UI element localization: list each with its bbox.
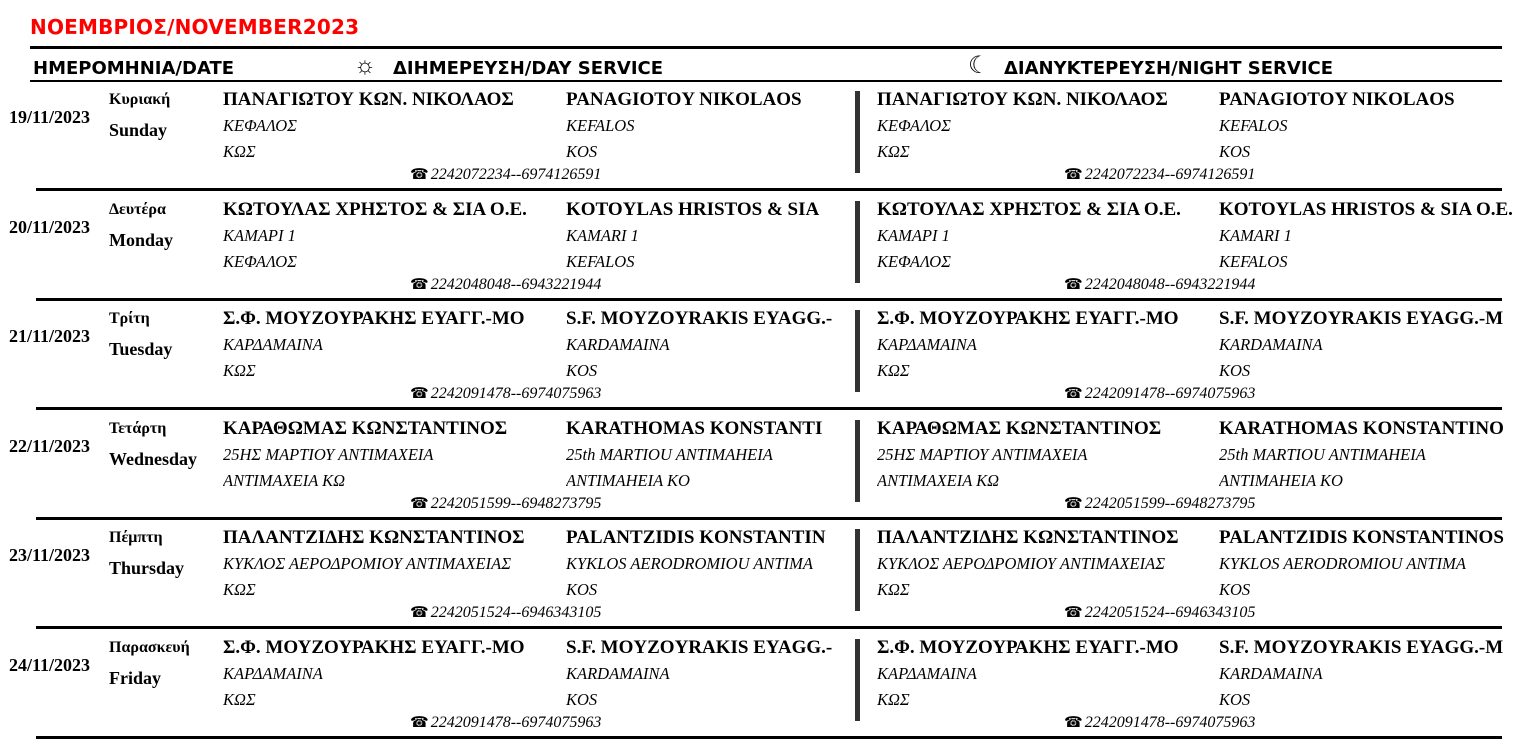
day-phone	[410, 384, 601, 403]
phone-icon: ☎	[410, 496, 429, 512]
day-address-line2-greek: ΚΩΣ	[223, 580, 256, 599]
night-phone	[1064, 603, 1255, 622]
night-pharmacy-name-greek: ΠΑΛΑΝΤΖΙΔΗΣ ΚΩΝΣΤΑΝΤΙΝΟΣ	[877, 527, 1179, 548]
phone-number: 2242048048--6943221944	[430, 276, 602, 293]
row-date: 20/11/2023	[9, 217, 91, 237]
day-address-line2-english: KOS	[566, 580, 598, 599]
phone-icon: ☎	[410, 386, 429, 402]
row-date: 22/11/2023	[9, 436, 91, 456]
night-address-line2-greek: ΑΝΤΙΜΑΧΕΙΑ ΚΩ	[877, 471, 1000, 490]
row-divider	[36, 188, 1502, 191]
night-pharmacy-name-english: PALANTZIDIS KONSTANTINOS	[1219, 527, 1504, 548]
day-address-line1-greek: ΚΑΡΔΑΜΑΙΝΑ	[223, 335, 323, 354]
row-date: 19/11/2023	[9, 107, 91, 127]
night-address-line2-english: KEFALOS	[1219, 252, 1288, 271]
night-address-line2-english: KOS	[1219, 580, 1251, 599]
night-address-line2-greek: ΚΩΣ	[877, 361, 910, 380]
row-divider	[36, 517, 1502, 520]
day-address-line1-english: KARDAMAINA	[566, 335, 670, 354]
night-pharmacy-name-greek: Σ.Φ. ΜΟΥΖΟΥΡΑΚΗΣ ΕΥΑΓΓ.-ΜΟ	[877, 308, 1179, 329]
night-phone	[1064, 275, 1255, 294]
day-pharmacy-name-greek: ΠΑΛΑΝΤΖΙΔΗΣ ΚΩΝΣΤΑΝΤΙΝΟΣ	[223, 527, 525, 548]
date-column-header: ΗΜΕΡΟΜΗΝΙΑ/DATE	[33, 58, 235, 79]
row-day-greek: Πέμπτη	[109, 529, 163, 546]
night-address-line2-english: KOS	[1219, 690, 1251, 709]
row-day-greek: Παρασκευή	[109, 639, 190, 656]
day-address-line1-greek: ΚΑΜΑΡΙ 1	[223, 226, 296, 245]
day-pharmacy-name-english: KARATHOMAS KONSTANTI	[566, 418, 823, 439]
phone-number: 2242072234--6974126591	[430, 166, 602, 183]
day-pharmacy-name-english: S.F. MOYZOYRAKIS EYAGG.-	[566, 308, 833, 329]
night-address-line1-english: KEFALOS	[1219, 116, 1288, 135]
day-address-line2-greek: ΚΩΣ	[223, 361, 256, 380]
night-pharmacy-name-english: KOTOYLAS HRISTOS & SIA O.E.	[1219, 199, 1513, 220]
night-address-line2-greek: ΚΩΣ	[877, 690, 910, 709]
row-day-english: Friday	[109, 668, 161, 688]
row-divider	[36, 626, 1502, 629]
phone-number: 2242091478--6974075963	[430, 714, 602, 731]
phone-icon: ☎	[1064, 167, 1083, 183]
night-address-line2-greek: ΚΩΣ	[877, 580, 910, 599]
day-phone	[410, 165, 601, 184]
day-phone	[410, 275, 601, 294]
day-pharmacy-name-english: PANAGIOTOY NIKOLAOS	[566, 89, 802, 110]
night-pharmacy-name-greek: ΚΑΡΑΘΩΜΑΣ ΚΩΝΣΤΑΝΤΙΝΟΣ	[877, 418, 1162, 439]
row-day-english: Thursday	[109, 558, 185, 578]
phone-number: 2242051599--6948273795	[1084, 495, 1256, 512]
night-pharmacy-name-greek: Σ.Φ. ΜΟΥΖΟΥΡΑΚΗΣ ΕΥΑΓΓ.-ΜΟ	[877, 637, 1179, 658]
row-date: 21/11/2023	[9, 326, 91, 346]
row-divider	[36, 298, 1502, 301]
day-address-line1-english: KEFALOS	[566, 116, 635, 135]
day-phone	[410, 713, 601, 732]
day-pharmacy-name-greek: Σ.Φ. ΜΟΥΖΟΥΡΑΚΗΣ ΕΥΑΓΓ.-ΜΟ	[223, 637, 525, 658]
moon-icon: ☾	[968, 53, 990, 79]
night-pharmacy-name-english: KARATHOMAS KONSTANTINO	[1219, 418, 1504, 439]
night-phone	[1064, 713, 1255, 732]
night-pharmacy-name-english: S.F. MOYZOYRAKIS EYAGG.-M	[1219, 308, 1504, 329]
phone-number: 2242048048--6943221944	[1084, 276, 1256, 293]
night-address-line1-greek: ΚΑΡΔΑΜΑΙΝΑ	[877, 335, 977, 354]
shift-divider	[855, 529, 860, 611]
phone-icon: ☎	[1064, 715, 1083, 731]
day-pharmacy-name-greek: Σ.Φ. ΜΟΥΖΟΥΡΑΚΗΣ ΕΥΑΓΓ.-ΜΟ	[223, 308, 525, 329]
phone-icon: ☎	[1064, 605, 1083, 621]
row-divider	[36, 407, 1502, 410]
row-day-english: Tuesday	[109, 339, 173, 359]
night-address-line2-greek: ΚΩΣ	[877, 142, 910, 161]
day-address-line1-greek: ΚΕΦΑΛΟΣ	[223, 116, 297, 135]
day-address-line1-greek: ΚΥΚΛΟΣ ΑΕΡΟΔΡΟΜΙΟΥ ΑΝΤΙΜΑΧΕΙΑΣ	[223, 554, 511, 573]
day-service-header: ΔΙΗΜΕΡΕΥΣΗ/DAY SERVICE	[393, 58, 664, 79]
row-day-english: Sunday	[109, 120, 168, 140]
day-address-line2-english: ANTIMAHEIA KO	[566, 471, 690, 490]
day-pharmacy-name-english: KOTOYLAS HRISTOS & SIA	[566, 199, 820, 220]
day-address-line2-greek: ΚΕΦΑΛΟΣ	[223, 252, 297, 271]
night-service-header: ΔΙΑΝΥΚΤΕΡΕΥΣΗ/NIGHT SERVICE	[1004, 58, 1334, 79]
schedule-row	[0, 637, 1529, 747]
day-phone	[410, 603, 601, 622]
shift-divider	[855, 310, 860, 392]
phone-number: 2242091478--6974075963	[1084, 714, 1256, 731]
phone-icon: ☎	[410, 605, 429, 621]
sun-icon: ☼	[354, 53, 376, 79]
day-address-line2-english: KOS	[566, 690, 598, 709]
shift-divider	[855, 420, 860, 502]
row-day-english: Wednesday	[109, 449, 198, 469]
day-address-line1-english: KARDAMAINA	[566, 664, 670, 683]
phone-icon: ☎	[410, 715, 429, 731]
night-phone	[1064, 165, 1255, 184]
night-pharmacy-name-greek: ΠΑΝΑΓΙΩΤΟΥ ΚΩΝ. ΝΙΚΟΛΑΟΣ	[877, 89, 1168, 110]
phone-icon: ☎	[410, 277, 429, 293]
night-address-line1-english: KARDAMAINA	[1219, 335, 1323, 354]
row-date: 23/11/2023	[9, 545, 91, 565]
day-address-line2-english: KEFALOS	[566, 252, 635, 271]
night-address-line1-greek: ΚΕΦΑΛΟΣ	[877, 116, 951, 135]
night-address-line1-greek: ΚΑΜΑΡΙ 1	[877, 226, 950, 245]
day-pharmacy-name-english: S.F. MOYZOYRAKIS EYAGG.-	[566, 637, 833, 658]
row-day-greek: Τρίτη	[109, 310, 150, 327]
day-address-line2-greek: ΚΩΣ	[223, 142, 256, 161]
phone-number: 2242051524--6946343105	[1084, 604, 1256, 621]
row-day-greek: Τετάρτη	[109, 420, 167, 437]
phone-icon: ☎	[1064, 277, 1083, 293]
phone-number: 2242072234--6974126591	[1084, 166, 1256, 183]
night-phone	[1064, 494, 1255, 513]
day-address-line2-english: KOS	[566, 361, 598, 380]
day-address-line2-greek: ΑΝΤΙΜΑΧΕΙΑ ΚΩ	[223, 471, 346, 490]
night-pharmacy-name-greek: ΚΩΤΟΥΛΑΣ ΧΡΗΣΤΟΣ & ΣΙΑ Ο.Ε.	[877, 199, 1181, 220]
schedule-row	[0, 418, 1529, 528]
page-title: ΝΟΕΜΒΡΙΟΣ/NOVEMBER2023	[30, 15, 360, 39]
phone-icon: ☎	[410, 167, 429, 183]
day-address-line1-english: 25th MARTIOU ANTIMAHEIA	[566, 445, 773, 464]
phone-icon: ☎	[1064, 386, 1083, 402]
row-day-english: Monday	[109, 230, 174, 250]
day-pharmacy-name-english: PALANTZIDIS KONSTANTIN	[566, 527, 826, 548]
day-phone	[410, 494, 601, 513]
row-date: 24/11/2023	[9, 655, 91, 675]
shift-divider	[855, 91, 860, 173]
night-address-line1-greek: ΚΥΚΛΟΣ ΑΕΡΟΔΡΟΜΙΟΥ ΑΝΤΙΜΑΧΕΙΑΣ	[877, 554, 1165, 573]
phone-number: 2242051599--6948273795	[430, 495, 602, 512]
schedule-row	[0, 199, 1529, 309]
schedule-row	[0, 308, 1529, 418]
phone-number: 2242051524--6946343105	[430, 604, 602, 621]
night-address-line1-english: 25th MARTIOU ANTIMAHEIA	[1219, 445, 1426, 464]
shift-divider	[855, 639, 860, 721]
row-day-greek: Κυριακή	[109, 91, 171, 108]
schedule-row	[0, 89, 1529, 199]
night-phone	[1064, 384, 1255, 403]
night-address-line1-greek: ΚΑΡΔΑΜΑΙΝΑ	[877, 664, 977, 683]
phone-icon: ☎	[1064, 496, 1083, 512]
schedule-row	[0, 527, 1529, 637]
day-pharmacy-name-greek: ΚΑΡΑΘΩΜΑΣ ΚΩΝΣΤΑΝΤΙΝΟΣ	[223, 418, 508, 439]
night-pharmacy-name-english: S.F. MOYZOYRAKIS EYAGG.-M	[1219, 637, 1504, 658]
night-address-line1-english: KARDAMAINA	[1219, 664, 1323, 683]
day-address-line1-english: KAMARI 1	[566, 226, 639, 245]
day-pharmacy-name-greek: ΚΩΤΟΥΛΑΣ ΧΡΗΣΤΟΣ & ΣΙΑ Ο.Ε.	[223, 199, 527, 220]
night-address-line2-greek: ΚΕΦΑΛΟΣ	[877, 252, 951, 271]
night-address-line2-english: KOS	[1219, 142, 1251, 161]
night-address-line1-english: KAMARI 1	[1219, 226, 1292, 245]
shift-divider	[855, 201, 860, 283]
night-address-line1-greek: 25ΗΣ ΜΑΡΤΙΟΥ ΑΝΤΙΜΑΧΕΙΑ	[877, 445, 1088, 464]
phone-number: 2242091478--6974075963	[1084, 385, 1256, 402]
day-address-line1-greek: 25ΗΣ ΜΑΡΤΙΟΥ ΑΝΤΙΜΑΧΕΙΑ	[223, 445, 434, 464]
row-divider	[36, 736, 1502, 739]
day-address-line1-greek: ΚΑΡΔΑΜΑΙΝΑ	[223, 664, 323, 683]
night-address-line2-english: ANTIMAHEIA KO	[1219, 471, 1343, 490]
day-pharmacy-name-greek: ΠΑΝΑΓΙΩΤΟΥ ΚΩΝ. ΝΙΚΟΛΑΟΣ	[223, 89, 514, 110]
night-address-line2-english: KOS	[1219, 361, 1251, 380]
day-address-line2-english: KOS	[566, 142, 598, 161]
row-day-greek: Δευτέρα	[109, 201, 166, 218]
night-address-line1-english: KYKLOS AERODROMIOU ANTIMA	[1219, 554, 1466, 573]
night-pharmacy-name-english: PANAGIOTOY NIKOLAOS	[1219, 89, 1455, 110]
day-address-line1-english: KYKLOS AERODROMIOU ANTIMA	[566, 554, 813, 573]
day-address-line2-greek: ΚΩΣ	[223, 690, 256, 709]
phone-number: 2242091478--6974075963	[430, 385, 602, 402]
